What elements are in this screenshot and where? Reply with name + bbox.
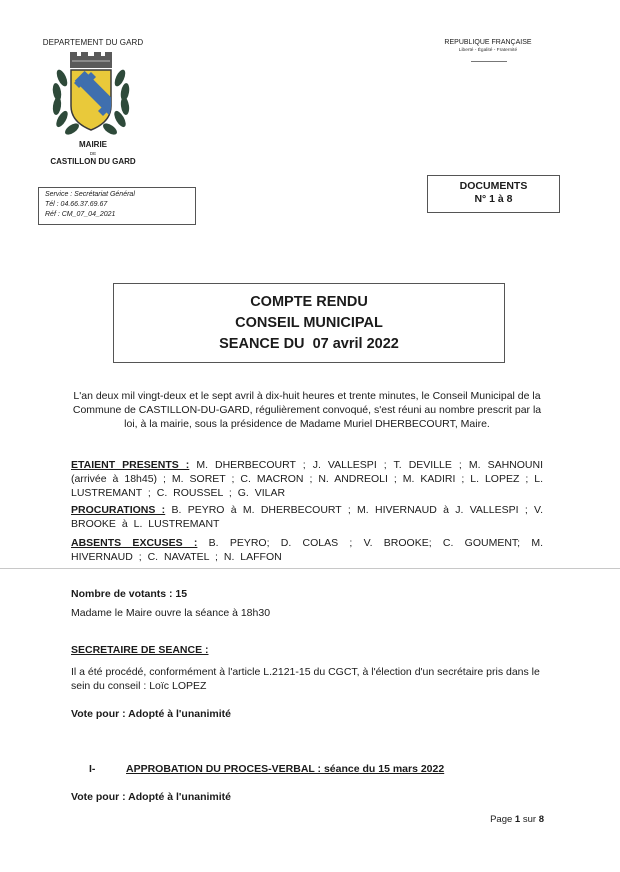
republic-motto: Liberté - Égalité - Fraternité [458,48,518,53]
presents-text: M. DHERBECOURT ; J. VALLESPI ; T. DEVILLE ; M. SAHNOUNI (arrivée à 18h45) ; M. SORET ; C. MACRON ; N. ANDREOLI ; M. KADIRI ; L. LOPEZ ; L. LUSTREMANT ; C. ROUSSEL ; G. VILAR [71,459,543,499]
page-middle: sur [520,814,539,825]
procurations-paragraph [71,503,543,531]
vote-result-1: Vote pour : Adopté à l'unanimité [71,708,231,720]
documents-range: N° 1 à 8 [474,193,513,205]
absents-label: ABSENTS EXCUSES : [71,537,198,549]
title-line-2: CONSEIL MUNICIPAL [235,315,383,331]
republic-label: REPUBLIQUE FRANÇAISE [444,39,532,46]
mairie-block [28,140,158,167]
absents-text: B. PEYRO; D. COLAS ; V. BROOKE; C. GOUMENT; M. HIVERNAUD ; C. NAVATEL ; N. LAFFON [71,537,544,563]
page-total: 8 [538,814,544,825]
mairie-de: DE [89,151,97,156]
title-line-3: SEANCE DU 07 avril 2022 [219,336,399,352]
secretaire-text: Il a été procédé, conformément à l'article L.2121-15 du CGCT, à l'élection d'un secrétaire pris dans le sein du conseil : Loïc LOPEZ [71,666,540,692]
presents-paragraph [71,458,543,500]
mairie-label: MAIRIE [79,140,107,149]
title-line-1: COMPTE RENDU [250,294,368,310]
ouverture-text: Madame le Maire ouvre la séance à 18h30 [71,607,271,619]
procurations-label: PROCURATIONS : [71,504,166,516]
commune-crest-logo [48,50,134,142]
service-phone: Tél : 04.66.37.69.67 [45,201,108,208]
service-box [38,187,196,225]
documents-title: DOCUMENTS [459,180,528,192]
page-prefix: Page [490,814,515,825]
service-name: Service : Secrétariat Général [45,191,135,198]
section-title: APPROBATION DU PROCES-VERBAL : séance du 15 mars 2022 [126,763,445,775]
page-divider [0,568,620,569]
section-number: I- [89,763,96,775]
department-name: DEPARTEMENT DU GARD [42,38,144,47]
absents-paragraph [71,536,543,564]
title-box [113,283,505,363]
procurations-text: B. PEYRO à M. DHERBECOURT ; M. HIVERNAUD à J. VALLESPI ; V. BROOKE à L. LUSTREMANT [71,504,543,530]
secretaire-label: SECRETAIRE DE SEANCE : [71,644,209,656]
page-number [460,814,544,825]
votants-count: Nombre de votants : 15 [71,588,188,600]
commune-name: CASTILLON DU GARD [50,157,136,166]
republic-divider [471,61,507,62]
presents-label: ETAIENT PRESENTS : [71,459,190,471]
service-reference: Réf : CM_07_04_2021 [45,211,116,218]
page-current: 1 [514,814,521,825]
vote-result-2: Vote pour : Adopté à l'unanimité [71,791,231,803]
documents-box [427,175,560,213]
intro-paragraph: L'an deux mil vingt-deux et le sept avril à dix-huit heures et trente minutes, le Conseil Municipal de la Commune de CASTILLON-DU-GARD, régulièrement convoqué, s'est réuni au nombre prescrit par la loi, à la mairie, sous la présidence de Madame Muriel DHERBECOURT, Maire. [72,390,542,430]
